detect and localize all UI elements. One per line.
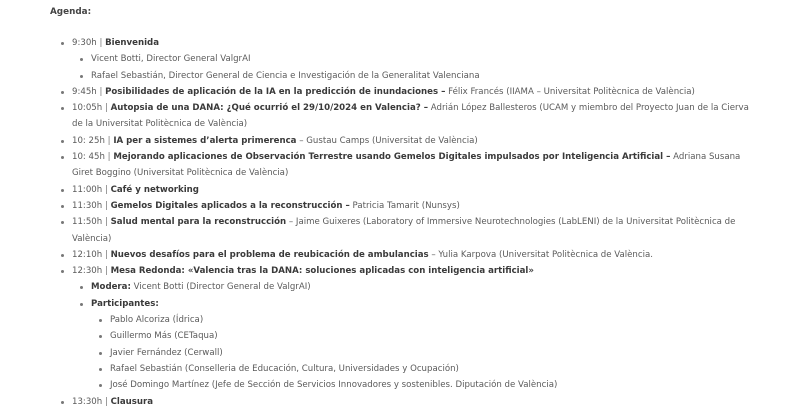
item-speaker: Patricia Tamarit (Nunsys) bbox=[349, 200, 460, 211]
agenda-item bbox=[61, 214, 751, 247]
item-time: 10: 45h bbox=[72, 152, 105, 163]
list-item bbox=[99, 361, 751, 377]
item-time: 11:50h bbox=[72, 217, 103, 228]
item-speaker: – Yulia Karpova (Universitat Politècnica de València. bbox=[428, 249, 653, 260]
agenda-item bbox=[61, 84, 751, 100]
list-item bbox=[80, 68, 751, 84]
list-item bbox=[80, 51, 751, 67]
separator: | bbox=[102, 184, 111, 195]
item-text: Guillermo Más (CETaqua) bbox=[110, 331, 218, 342]
item-text: José Domingo Martínez (Jefe de Sección de Servicios Innovadores y sostenibles. Diputación de València) bbox=[110, 380, 558, 391]
separator: | bbox=[102, 396, 111, 407]
list-item bbox=[80, 279, 751, 295]
item-title: Autopsia de una DANA: ¿Qué ocurrió el 29/10/2024 en Valencia? – bbox=[110, 103, 429, 114]
list-item bbox=[80, 296, 751, 394]
item-text: Pablo Alcoriza (Ídrica) bbox=[110, 315, 204, 326]
item-time: 11:30h bbox=[72, 200, 103, 211]
list-item bbox=[99, 345, 751, 361]
item-speaker: – Gustau Camps (Universitat de València) bbox=[296, 135, 478, 146]
agenda-heading: Agenda: bbox=[50, 7, 92, 17]
item-time: 10:05h bbox=[72, 103, 103, 114]
item-text: Vicent Botti, Director General ValgrAI bbox=[91, 54, 251, 65]
item-time: 9:30h bbox=[72, 38, 97, 48]
item-speaker: Félix Francés (IIAMA – Universitat Politècnica de València) bbox=[445, 86, 695, 97]
item-text: Rafael Sebastián, Director General de Ciencia e Investigación de la Generalitat Valenciana bbox=[91, 70, 480, 81]
item-time: 11:00h bbox=[72, 184, 103, 195]
item-title: Nuevos desafíos para el problema de reubicación de ambulancias bbox=[110, 249, 429, 260]
separator: | bbox=[102, 217, 111, 228]
list-item bbox=[99, 328, 751, 344]
list-item bbox=[99, 377, 751, 393]
separator: | bbox=[102, 103, 111, 114]
agenda-item bbox=[61, 263, 751, 393]
agenda-list bbox=[61, 35, 751, 410]
item-speaker: – Jaime Guixeres (Laboratory of Immersive Neurotechnologies (LabLENI) de la Universitat Politècnica de València) bbox=[72, 217, 736, 244]
item-title: Posibilidades de aplicación de la IA en la predicción de inundaciones – bbox=[105, 86, 446, 97]
item-speaker: Adriana Susana Giret Boggino (Universitat Politècnica de València) bbox=[72, 152, 741, 179]
separator: | bbox=[96, 86, 106, 97]
separator: | bbox=[102, 249, 111, 260]
agenda-item bbox=[61, 182, 751, 198]
sub-list bbox=[80, 279, 751, 393]
agenda-item bbox=[61, 149, 751, 182]
agenda-item bbox=[61, 198, 751, 214]
sub-list bbox=[99, 312, 751, 393]
item-label: Modera: bbox=[91, 282, 131, 293]
agenda-item bbox=[61, 100, 751, 133]
item-text: Vicent Botti (Director General de ValgrAI) bbox=[130, 282, 311, 293]
item-text: Rafael Sebastián (Conselleria de Educación, Cultura, Universidades y Ocupación) bbox=[110, 363, 459, 374]
agenda-item bbox=[61, 247, 751, 263]
separator: | bbox=[102, 200, 111, 211]
item-title: Salud mental para la reconstrucción bbox=[110, 217, 287, 228]
agenda-item bbox=[61, 394, 751, 410]
separator: | bbox=[104, 152, 114, 163]
item-title: IA per a sistemes d’alerta primerenca bbox=[113, 135, 297, 146]
item-speaker: Adrián López Ballesteros (UCAM y miembro del Proyecto Juan de la Cierva de la Universitat Politècnica de València) bbox=[72, 103, 749, 130]
agenda-item bbox=[61, 133, 751, 149]
item-text: Javier Fernández (Cerwall) bbox=[110, 347, 223, 358]
separator: | bbox=[104, 135, 114, 146]
item-label: Participantes: bbox=[91, 298, 159, 309]
item-title: Clausura bbox=[110, 396, 154, 407]
sub-list bbox=[80, 51, 751, 84]
item-title: Gemelos Digitales aplicados a la reconstrucción – bbox=[110, 200, 350, 211]
agenda-item bbox=[61, 35, 751, 84]
item-time: 10: 25h bbox=[72, 135, 105, 146]
item-time: 12:30h bbox=[72, 266, 103, 277]
list-item bbox=[99, 312, 751, 328]
separator: | bbox=[102, 266, 111, 277]
item-title: Mesa Redonda: «Valencia tras la DANA: soluciones aplicadas con inteligencia artificial» bbox=[110, 266, 534, 277]
item-title: Mejorando aplicaciones de Observación Terrestre usando Gemelos Digitales impulsados por Inteligencia Artificial – bbox=[113, 152, 671, 163]
item-time: 13:30h bbox=[72, 396, 103, 407]
item-title: Café y networking bbox=[110, 184, 199, 195]
separator: | bbox=[96, 38, 106, 48]
item-time: 9:45h bbox=[72, 86, 97, 97]
item-time: 12:10h bbox=[72, 249, 103, 260]
item-title: Bienvenida bbox=[105, 38, 159, 48]
